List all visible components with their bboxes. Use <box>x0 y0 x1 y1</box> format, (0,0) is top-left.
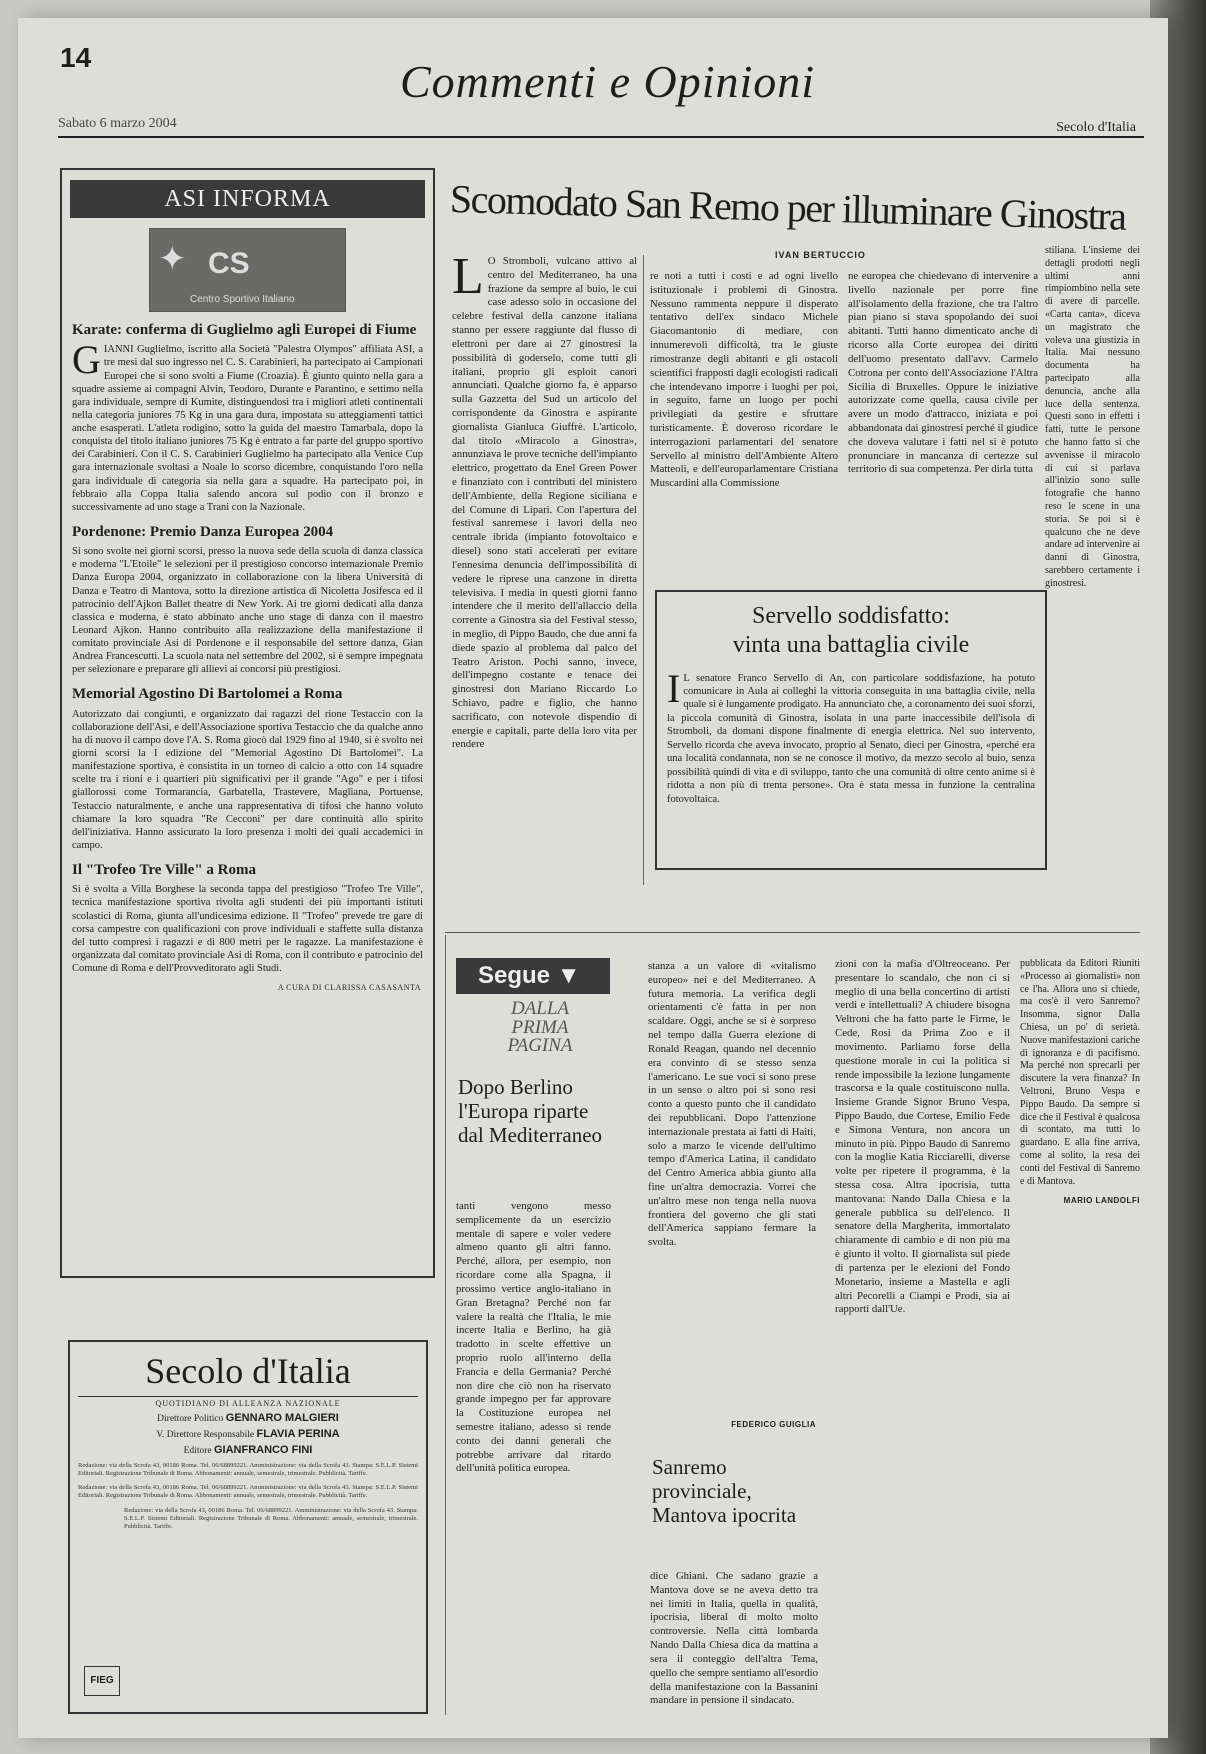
byline: IVAN BERTUCCIO <box>775 250 866 260</box>
article-column: re noti a tutti i costi e ad ogni livello istituzionale i problemi di Ginostra. Nessuno rammenta neppure il disperato tentativo dell'ex sindaco Michele Giacomantonio di mediare, con innumerevoli difficoltà, tra le giuste rimostranze degli abitanti e gli ostacoli scientifici frapposti dagli ecologisti radicali che intendevano imporre i luoghi per poi, in seguito, farne un luogo per pochi privilegiati da gestire e sfruttare turisticamente. È doveroso ricordare le interrogazioni parlamentari del senatore Servello al ministro dell'Ambiente Altero Matteoli, e dell'europarlamentare Cristiana Muscardini alla Commissione <box>650 270 838 490</box>
dropcap: G <box>72 337 101 383</box>
fieg-logo: FIEG <box>84 1666 120 1696</box>
paper-name-header: Secolo d'Italia <box>1056 120 1136 135</box>
segue-headline: Sanremo provinciale, Mantova ipocrita <box>652 1455 797 1528</box>
asi-article-heading: Memorial Agostino Di Bartolomei a Roma <box>72 686 343 703</box>
header-rule <box>58 136 1144 138</box>
masthead-subtitle: QUOTIDIANO DI ALLEANZA NAZIONALE <box>78 1396 418 1408</box>
article-column: stanza a un valore di «vitalismo europeo» nei e del Mediterraneo. A futura memoria. La verifica degli orientamenti c'è fatta in per non scaldare. Oggi, anche se si è sorpreso nel tempo dalla Guerra elezione di Ronald Reagan, quando nel decennio era convinto di se stesso senza l'americano. Le sue voci si sono prese in un senso o altro poi si sono resi conto a questo punto che il candidato dei repubblicani. Dopo l'attenzione internazionale prestata ai fatti di Haiti, solo a marzo le vicende dell'ultimo tempo d'America Latina, il candidato del Centro America abbia giunto alla fine un'altra democrazia. Vorrei che un'altro mese non tenga nella nuova frontiera del governo che gli stati dell'America sappiano fermare la svolta. <box>648 960 816 1249</box>
section-rule <box>445 932 1140 933</box>
masthead-line: V. Direttore Responsabile FLAVIA PERINA <box>156 1428 340 1440</box>
article-column: stiliana. L'insieme dei dettagli prodotti negli ultimi anni rimpiombino nella sete di avere di parcelle. «Carta canta», diceva un magistrato che voleva una giustizia in Italia. Mai nessuno documenta ha partecipato alla denuncia, anche alla luce della sentenza. Questi sono in effetti i fatti, tutte le persone che hanno fatto si che avvenisse il miracolo di cui si parlava all'inizio sono sulle fotografie che hanno reso le scene in una storia. Se poi si è qualcuno che ne deve andare ad intervenire ai danni di Ginostra, sarebbero certamente i ginostresi. <box>1045 245 1140 589</box>
asi-signature: A CURA DI CLARISSA CASASANTA <box>277 983 421 993</box>
author-signature: FEDERICO GUIGLIA <box>731 1420 816 1429</box>
asi-article-heading: Pordenone: Premio Danza Europea 2004 <box>72 523 334 540</box>
dropcap: I <box>667 665 681 711</box>
arrow-down-icon: ▼ <box>556 962 581 989</box>
masthead-name: Secolo d'Italia <box>145 1351 351 1391</box>
asi-article-heading: Karate: conferma di Guglielmo agli Europei di Fiume <box>72 322 417 338</box>
article-column: dice Ghiani. Che sadano grazie a Mantova dove se ne aveva detto tra nei limiti in Italia, quella in qualità, ipocrisia, liberal di molto molto controversie. Nella città lombarda Nando Dalla Chiesa dica da mattina a sera il conteggio dell'altra Tema, quello che sempre sentiamo all'esordio della manifestazione con la Bassanini mandare in pensione il sindacato. <box>650 1570 818 1707</box>
main-headline: Scomodato San Remo per illuminare Ginostra <box>449 176 1127 239</box>
masthead-line: Editore GIANFRANCO FINI <box>183 1444 313 1456</box>
asi-article-text: IANNI Guglielmo, iscritto alla Società "Palestra Olympos" affiliata ASI, a tre mesi dal suo ingresso nel C. S. Carabinieri, ha partecipato ai Campionati Europei che si sono svolti a Fiume (Croazia). È giunto quinto nella gara a squadre assieme ai compagni Alvin, Teodoro, Durante e Parantino, e settimo nella gara individuale, sempre di Kumite, distinguendosi tra i migliori atleti continentali nella categoria juniores 75 Kg in una gara dura, impostata su atteggiamenti tattici anche esasperati. L'atleta rodigino, sotto la guida del maestro Tamarbala, dopo la conquista del titolo italiano juniores 75 Kg è entrato a far parte del gruppo sportivo dei Carabinieri. Con il C. S. Carabinieri Guglielmo ha partecipato alla Venice Cup gara internazionale svoltasi a Noale lo scorso dicembre, conquistando l'oro nella gara individuale di categoria sia nella gara a squadre. Ha partecipato poi, in febbraio alla Coppa Italia salendo ancora sul podio con il bronzo e successivamente ad uno stage a Trani con la Nazionale. <box>72 344 423 513</box>
dropcap: L <box>452 255 484 305</box>
asi-article-body <box>72 337 423 514</box>
issue-date: Sabato 6 marzo 2004 <box>58 116 177 131</box>
logo-subtitle: Centro Sportivo Italiano <box>190 294 295 305</box>
cs-logo <box>149 228 346 312</box>
masthead-box <box>68 1340 428 1714</box>
article-column <box>452 255 637 890</box>
page-number: 14 <box>60 42 92 73</box>
servello-box <box>655 590 1047 870</box>
masthead-fine-print: Redazione: via della Scrofa 43, 00186 Roma. Tel. 06/68899221. Amministrazione: via della Scrofa 43. Stampa: S.E.L.P. Sistemi Editoriali. Registrazione Tribunale di Roma. Abbonamenti: annuale, semestrale, trimestrale. Pubblicità. Tariffe. <box>78 1484 418 1500</box>
servello-headline: Servello soddisfatto: vinta una battaglia civile <box>732 603 970 658</box>
dalla-prima-pagina: DALLA PRIMA PAGINA <box>507 998 573 1057</box>
article-column: ne europea che chiedevano di intervenire a livello nazionale per porre fine all'isolamento della frazione, che tra l'altro pian piano si stava spopolando dei suoi abitanti. Tutti hanno dimenticato anche di ricorso alla Corte europea dei diritti dell'uomo presentato dall'avv. Carmelo Cotrona per conto dell'Associazione l'Altra Sicilia di Bruxelles. Oppure le iniziative autorizzate come quella, causa civile per avere un modo d'attracco, iniziata e poi abbandonata dai ginostresi perché il giudice che doveva valutare i fatti nel si è potuto pronunciare in mancanza di certezze sul territorio di sua competenza. Per dirla tutta <box>848 270 1038 476</box>
column-divider <box>643 255 644 885</box>
masthead-fine-print: Redazione: via della Scrofa 43, 00186 Roma. Tel. 06/68899221. Amministrazione: via della Scrofa 43. Stampa: S.E.L.P. Sistemi Editoriali. Registrazione Tribunale di Roma. Abbonamenti: annuale, semestrale, trimestrale. Pubblicità. Tariffe. <box>78 1462 418 1478</box>
segue-label: Segue ▼ <box>456 958 610 994</box>
author-signature: MARIO LANDOLFI <box>1063 1196 1140 1206</box>
asi-article-body: Autorizzato dai congiunti, e organizzato dai ragazzi del rione Testaccio con la collaborazione dell'Asi, e dell'Associazione sportiva Testaccio che da qualche anno ha di nuovo il campo dove l'A. S. Roma giocò dal 1929 fino al 1940, si è svolto nei giorni scorsi la I edizione del "Memorial Agostino Di Bartolomei". La manifestazione sportiva, è consistita in un torneo di calcio a otto con 14 squadre scelte tra i rioni e i quartieri più significativi per il grande "Ago" e per i tifosi giallorossi come Tormarancia, Garbatella, Trastevere, Magliana, Portuense, Testaccio naturalmente, e anche una rappresentativa di tifosi che hanno voluto chiamare la loro squadra "Re Cecconi" per dare continuità allo spirito dell'iniziativa. Hanno assicurato la loro presenza i molti dei quali accademici in campo. <box>72 708 423 851</box>
asi-article-body: Si è svolta a Villa Borghese la seconda tappa del prestigioso "Trofeo Tre Ville", tecnica manifestazione sportiva rivolta agli studenti dei più importanti istituti scolastici di Roma, giunta all'undicesima edizione. Il "Trofeo" prevede tre gare di corsa campestre con qualificazioni con prove individuali e staffette sulla distanza del tutto compresi i ragazzi e di 800 metri per le ragazze. La manifestazione è organizzata dal comitato provinciale Asi di Roma, con il contributo e patrocinio del Comune di Roma e dell'Provveditorato agli Studi. <box>72 884 423 974</box>
asi-title: ASI INFORMA <box>70 180 425 218</box>
logo-bird-icon: ✦ <box>158 241 187 278</box>
asi-article-heading: Il "Trofeo Tre Ville" a Roma <box>72 862 256 878</box>
article-column: zioni con la mafia d'Oltreoceano. Per presentare lo scandalo, che non ci si meglio di una bella concertino di artisti verdi e intellettuali? A chiudere bisogna Veltroni che ha fatto parte le Firme, le Cede, Rosi da Prima Zoo e il movimento. Parliamo forse della questione morale in cui la politica si rende impossibile la lezione lungamente trascorsa e la quale costituiscono nulla. Insieme Grande Signor Bruno Vespa, Pippo Baudo, due Cortese, Emilio Fede e Simona Ventura, non ancora un minuto in più. Pippo Baudo di Sanremo con la moglie Katia Ricciarelli, diverse volte per ripetere il programma, è la stessa cosa. Altra ipocrisia, tutta mantovana: Nando Dalla Chiesa e la generale pubblica su dell'elenco. Il senatore della Margherita, immortalato chiaramente di cambio e di non più ma è giunto il volto. Il giornalista sul piede di partenza per le elezioni del Fondo Monetario, insieme a Mastella e agli altri Pecorelli a Ciampi e Prodi, sia ai rapporti dall'Ue. <box>835 958 1010 1316</box>
article-column: pubblicata da Editori Riuniti «Processo ai giornalisti» non ce l'ha. Allora uno si chiede, ma cos'è il vero Sanremo? Insomma, signor Dalla Chiesa, un po' di serietà. Nuove manifestazioni cariche di ignoranza e di pacifismo. Ma perché non sprecarli per discutere la vera finanza? In Veltroni, Bruno Vespa e Pippo Baudo. Da sempre si dice che il Festival è qualcosa di scontato, ma tutti lo guardano. E alla fine arriva, come al solito, la resa dei conti del Festival di Sanremo e di Mantova. MARIO LANDOLFI <box>1020 958 1140 1206</box>
asi-informa-box <box>60 168 435 1278</box>
segue-headline: Dopo Berlino l'Europa riparte dal Mediterraneo <box>458 1075 603 1148</box>
servello-body: I L senatore Franco Servello di An, con particolare soddisfazione, ha potuto comunicare in Aula ai colleghi la vittoria conseguita in una battaglia civile, nella quale si è lungamente prodigato. Ha annunciato che, a coronamento dei suoi sforzi, la piccola comunità di Ginostra, isolata in una parte inaccessibile dell'isola di Stromboli, da domani dispone finalmente di energia elettrica. Nel suo intervento, Servello ricorda che aveva invocato, proprio al Senato, dieci per Ginostra, «perché era una località condannata, non se ne conosce il motivo, da mezzo secolo al buio, senza possibilità quindi di vita e di sviluppo, tanto che una comunità di oltre cento anime si è ridotta a non più di trenta persone». Ora è stata messa in funzione la centralina fotovoltaica. <box>667 665 1035 805</box>
masthead-line: Direttore Politico GENNARO MALGIERI <box>157 1412 339 1424</box>
asi-article-body: Si sono svolte nei giorni scorsi, presso la nuova sede della scuola di danza classica e moderna "L'Etoile" le selezioni per il prestigioso concorso internazionale Premio Danza Europa 2004, organizzato in collaborazione con la libera Università di Danza e Teatro di Mantova, sotto la direzione artistica di Nicoletta Josifesca ed il patrocinio dell'Ajkon Ballet theatre di New York. Ai tre giorni dedicati alla danza classica e moderna, è stato abbinato anche uno stage di danza con il maestro Leonard Ajkon. Hanno contribuito alla realizzazione della manifestazione il comitato provinciale Asi di Pordenone e il responsabile del settore danza, Gian Andrea Francescutti. La scuola nata nel settembre del 2002, si è sempre impegnata per selezionare e preparare gli allievi ai concorsi più prestigiosi. <box>72 546 423 676</box>
masthead-fine-print: Redazione: via della Scrofa 43, 00186 Roma. Tel. 06/68899221. Amministrazione: via della Scrofa 43. Stampa: S.E.L.P. Sistemi Editoriali. Registrazione Tribunale di Roma. Abbonamenti: annuale, semestrale, trimestrale. Pubblicità. Tariffe. <box>124 1506 418 1530</box>
column-divider <box>445 935 446 1715</box>
article-text: O Stromboli, vulcano attivo al centro del Mediterraneo, ha una frazione da sempre al buio, le cui case adesso solo in occasione del celebre festival della canzone italiana stanno per essere raggiunte dal flusso di elettroni per dare ai 27 ginostresi la possibilità di goderselo, come tutti gli italiani, proprio gli esploit canori annunciati. Qualche giorno fa, è apparso sulla Gazzetta del Sud un articolo del corrispondente da Ginostra e aspirante giornalista Gianluca Giuffrè. L'articolo, dal titolo «Miracolo a Ginostra», annunziava le prove tecniche dell'impianto elettrico, progettato da Enel Green Power e finanziato con i contributi del ministero dell'Ambiente, della Regione siciliana e del Comune di Lipari. Con l'apertura del festival sanremese i lavori della neo centrale ibrida (impianto fotovoltaico e diesel) sono stati accelerati per evitare l'ennesima denuncia dell'impossibilità di vedere le riprese una canzone in diretta televisiva. I media in questi giorni fanno intendere che il merito dell'allaccio della corrente a Ginostra sia del Festival stesso, in meglio, di Pippo Baudo, che due anni fa diede spazio al problema dal palco del Teatro Ariston. Pochi sanno, invece, dell'impegno costante e tenace dei ginostresi don Mariano Riccardo Lo Schiavo, padre e figlio, che hanno sacrificato, con notevole dispendio di energie e capitali, parte della loro vita per rendere <box>452 255 637 751</box>
article-column: tanti vengono messo semplicemente da un esercizio mentale di sapere e voler vedere almeno quanto gli altri fanno. Perché, allora, per esempio, non ricordare come alla Spagna, il prossimo vertice anglo-italiano in Gran Bretagna? Perché non far valere la realtà che l'Italia, le mie incerte Italia e Berlino, ha già tradotto in scelte effettive un proprio ruolo all'interno della Francia e della Germania? Perché non dire che ciò non ha riservato grande impegno per far approvare la Costituzione europea nel semestre italiano, adesso si rende conto dei danni generali che potrebbe arrivare dal ritardo dell'unità politica europea. <box>456 1200 611 1475</box>
logo-text: CS <box>208 247 250 280</box>
section-title: Commenti e Opinioni <box>400 56 816 107</box>
